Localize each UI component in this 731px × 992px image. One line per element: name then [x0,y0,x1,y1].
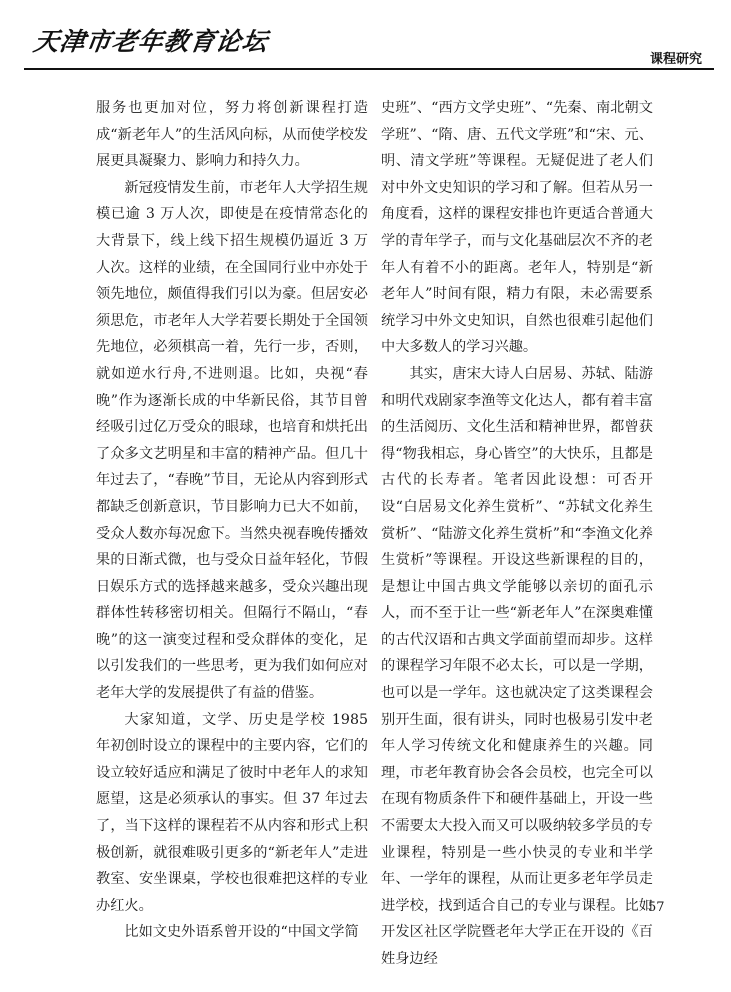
section-label: 课程研究 [649,52,702,67]
paragraph: 比如文史外语系曾开设的“中国文学简 [124,924,359,941]
paragraph: 新冠疫情发生前，市老年人大学招生规模已逾 3 万人次，即使是在疫情常态化的大背景下，线上线下招生规模仍逼近 3 万人次。这样的业绩，在全国同行业中亦处于领先地位，颇值得我们引以为豪。但居安必须思危，市老年人大学若要长期处于全国领先地位，必须棋高一着，先行一步，否则，就如逆水行舟,不进则退。比如，央视“春晚”作为逐渐长成的中华新民俗，其节目曾经吸引过亿万受众的眼球，也培育和烘托出了众多文艺明星和丰富的精神产品。但几十年过去了，“春晚”节目，无论从内容到形式都缺乏创新意识，节目影响力已大不如前，受众人数亦每况愈下。当然央视春晚传播效果的日渐式微，也与受众日益年轻化，节假日娱乐方式的选择越来越多，受众兴趣出现群体性转移密切相关。但隔行不隔山，“春晚”的这一演变过程和受众群体的变化，足以引发我们的一些思考，更为我们如何应对老年大学的发展提供了有益的借鉴。 [96,179,368,702]
page-number: 57 [648,900,665,915]
paragraph: 服务也更加对位，努力将创新课程打造成“新老年人”的生活风向标，从而使学校发展更具凝聚力、影响力和持久力。 [96,100,368,170]
journal-masthead: 天津市老年教育论坛 [31,27,270,56]
right-column [381,95,653,973]
left-column [96,95,368,946]
page-header [24,18,714,70]
header-rule [24,68,714,70]
paragraph: 大家知道，文学、历史是学校 1985 年初创时设立的课程中的主要内容，它们的设立较好适应和满足了彼时中老年人的求知愿望，这是必须承认的事实。但 37 年过去了，当下这样的课程若不从内容和形式上积极创新，就很难吸引更多的“新老年人”走进教室、安坐课桌，学校也很难把这样的专业办红火。 [96,711,368,914]
paragraph: 史班”、“西方文学史班”、“先秦、南北朝文学班”、“隋、唐、五代文学班”和“宋、元、明、清文学班”等课程。无疑促进了老人们对中外文史知识的学习和了解。但若从另一角度看，这样的课程安排也许更适合普通大学的青年学子，而与文化基础层次不齐的老年人有着不小的距离。老年人，特别是“新老年人”时间有限，精力有限，未必需要系统学习中外文史知识，自然也很难引起他们中大多数人的学习兴趣。 [381,100,653,356]
paragraph: 其实，唐宋大诗人白居易、苏轼、陆游和明代戏剧家李渔等文化达人，都有着丰富的生活阅历、文化生活和精神世界，都曾获得“物我相忘，身心皆空”的大快乐，且都是古代的长寿者。笔者因此设想：可否开设“白居易文化养生赏析”、“苏轼文化养生赏析”、“陆游文化养生赏析”和“李渔文化养生赏析”等课程。开设这些新课程的目的，是想让中国古典文学能够以亲切的面孔示人，而不至于让一些“新老年人”在深奥难懂的古代汉语和古典文学面前望而却步。这样的课程学习年限不必太长，可以是一学期，也可以是一学年。这也就决定了这类课程会别开生面，很有讲头，同时也极易引发中老年人学习传统文化和健康养生的兴趣。同理，市老年教育协会各会员校，也完全可以在现有物质条件下和硬件基础上，开设一些不需要太大投入而又可以吸纳较多学员的专业课程，特别是一些小快灵的专业和半学年、一学年的课程，从而让更多老年学员走进学校，找到适合自己的专业与课程。比如开发区社区学院暨老年大学正在开设的《百姓身边经 [381,365,653,967]
